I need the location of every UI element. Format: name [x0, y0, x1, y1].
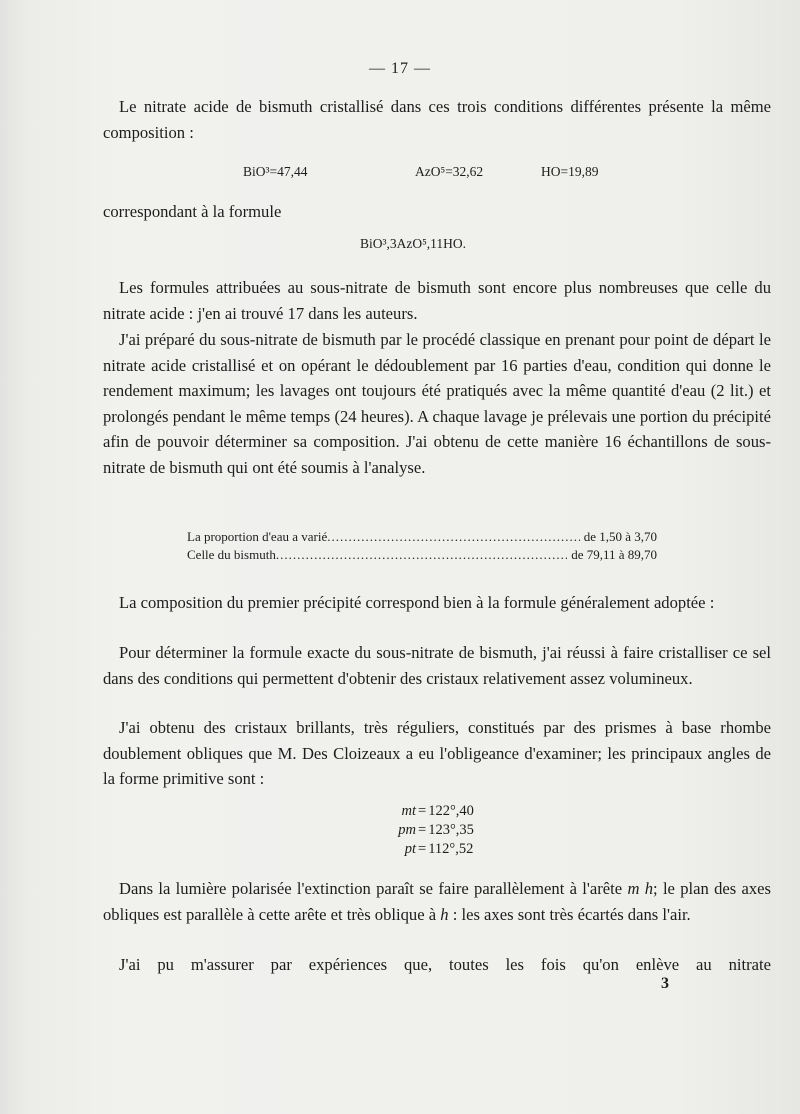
table-row-label: Celle du bismuth: [187, 547, 276, 562]
main-formula: BiO³,3AzO⁵,11HO.: [359, 236, 467, 251]
paragraph-7-text: J'ai obtenu des cristaux brillants, très réguliers, constitués par des prismes à base rhombe doublement obliques que M. Des Cloizeaux a eu l'obligeance d'examiner; les principaux angles de la forme primitive sont :: [103, 718, 771, 789]
angle-row: mt = 122°,40: [360, 802, 474, 821]
paragraph-6-text: Pour déterminer la formule exacte du sous-nitrate de bismuth, j'ai réussi à faire cristalliser ce sel dans des conditions qui permettent d'obtenir des cristaux relativement assez volumineux.: [103, 643, 771, 688]
signature-mark: 3: [661, 975, 669, 992]
angle-label: mt: [401, 803, 416, 819]
composition-formulas: [0, 164, 800, 184]
formula-ho: HO=19,89: [541, 164, 599, 179]
table-row: [187, 546, 657, 564]
formula-bio3: BiO³=47,44: [243, 164, 308, 179]
paragraph-9-text: J'ai pu m'assurer par expériences que, toutes les fois qu'on enlève au nitrate: [119, 955, 771, 974]
angle-label: pt: [404, 841, 416, 857]
symbol-h: h: [440, 904, 449, 924]
leader-dots: [276, 546, 567, 564]
paragraph-5-text: La composition du premier précipité correspond bien à la formule généralement adoptée :: [119, 593, 715, 612]
paragraph-6: [103, 640, 771, 691]
paragraph-7: [103, 715, 771, 792]
paragraph-3: [103, 275, 771, 326]
leader-dots: [327, 528, 579, 546]
angle-row: pm = 123°,35: [360, 821, 474, 840]
angles-list: [360, 802, 474, 859]
angle-value: 122°,40: [428, 803, 474, 819]
paragraph-1: [103, 94, 771, 145]
page-number: — 17 —: [369, 60, 431, 77]
paragraph-9: [103, 952, 771, 978]
paragraph-8-text: Dans la lumière polarisée l'extinction paraît se faire parallèlement à l'arête m h; le plan des axes obliques est parallèle à cette arête et très oblique à h : les axes sont très écartés dans l'air.: [103, 879, 772, 924]
angle-value: 123°,35: [428, 822, 474, 838]
paragraph-2: [103, 199, 771, 225]
angle-value: 112°,52: [428, 841, 474, 857]
angle-label: pm: [398, 822, 416, 838]
table-row-value: de 79,11 à 89,70: [571, 547, 657, 562]
table-row-label: La proportion d'eau a varié: [187, 529, 328, 544]
paragraph-2-text: correspondant à la formule: [103, 202, 282, 221]
paragraph-3-text: Les formules attribuées au sous-nitrate de bismuth sont encore plus nombreuses que celle du nitrate acide : j'en ai trouvé 17 dans les auteurs.: [103, 278, 771, 323]
symbol-h: h: [644, 879, 654, 898]
symbol-m: m: [627, 879, 640, 898]
paragraph-1-text: Le nitrate acide de bismuth cristallisé dans ces trois conditions différentes présente la même composition :: [103, 97, 771, 142]
table-row: [187, 528, 657, 546]
paragraph-4-text: J'ai préparé du sous-nitrate de bismuth par le procédé classique en prenant pour point de départ le nitrate acide cristallisé et on opérant le dédoublement par 16 parties d'eau, condition qui donne le rendement maximum; les lavages ont toujours été pratiqués avec la même quantité d'eau (2 lit.) et prolongés pendant le même temps (24 heures). A chaque lavage je prélevais une portion du précipité afin de pouvoir déterminer sa composition. J'ai obtenu de cette manière 16 échantillons de sous-nitrate de bismuth qui ont été soumis à l'analyse.: [103, 330, 771, 477]
paragraph-8: [103, 876, 771, 927]
paragraph-4: [103, 327, 771, 481]
proportions-table: [187, 528, 657, 564]
formula-azo5: AzO⁵=32,62: [415, 164, 484, 179]
paragraph-5: [103, 590, 771, 616]
angle-row: pt = 112°,52: [360, 840, 474, 859]
table-row-value: de 1,50 à 3,70: [583, 529, 657, 544]
